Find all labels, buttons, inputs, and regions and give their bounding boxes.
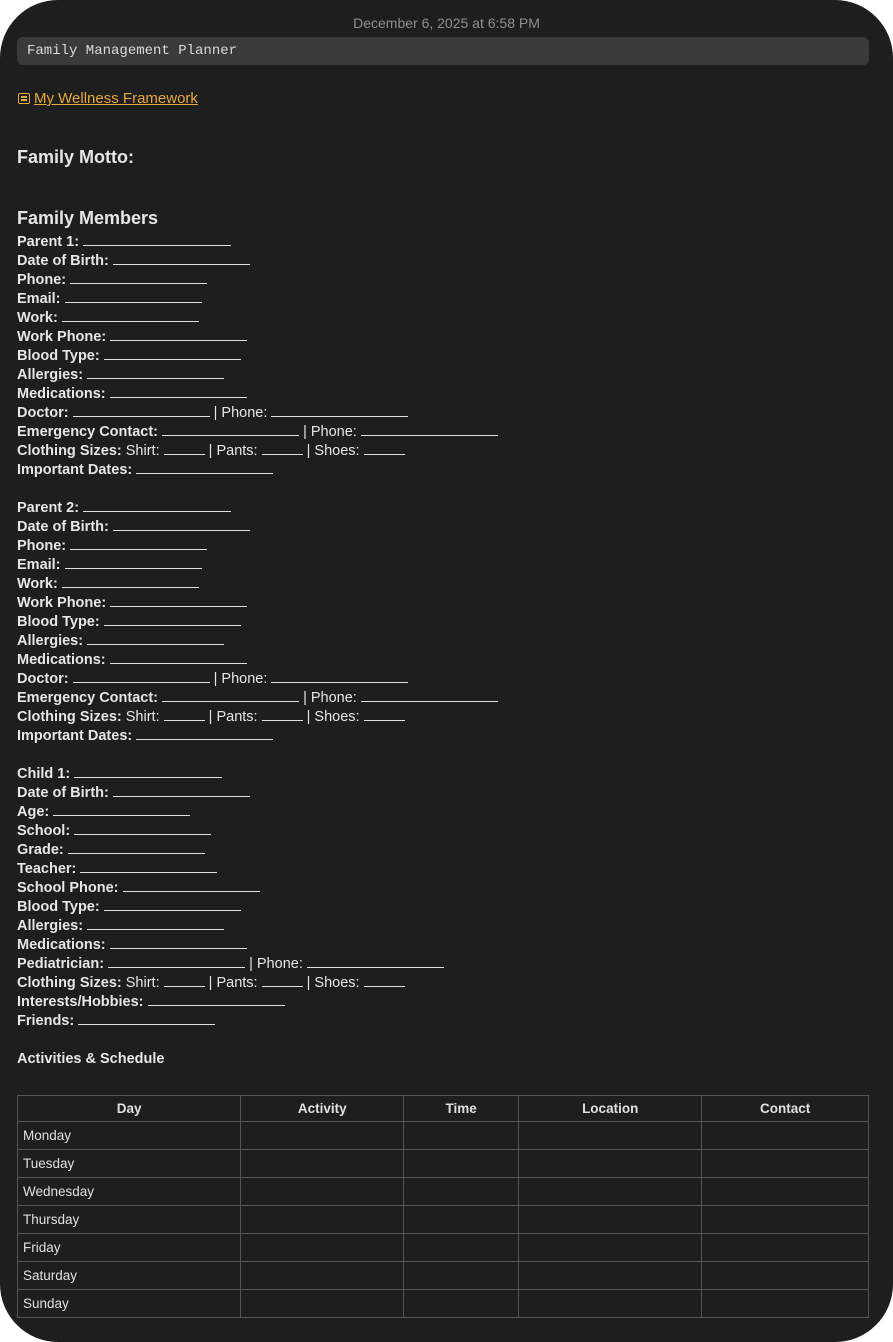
parent-1-section xyxy=(17,233,498,480)
blank-line[interactable] xyxy=(262,708,303,721)
blank-line[interactable] xyxy=(83,233,231,246)
activity-cell[interactable] xyxy=(241,1206,404,1234)
child-1-name-row[interactable]: Child 1: xyxy=(17,765,444,784)
child-1-grade-row[interactable]: Grade: xyxy=(17,841,444,860)
location-cell[interactable] xyxy=(519,1150,702,1178)
blank-line[interactable] xyxy=(87,917,224,930)
child-1-teacher-row[interactable]: Teacher: xyxy=(17,860,444,879)
contact-cell[interactable] xyxy=(702,1206,869,1234)
blank-line[interactable] xyxy=(136,727,273,740)
activity-cell[interactable] xyxy=(241,1290,404,1318)
blank-line[interactable] xyxy=(80,860,217,873)
location-cell[interactable] xyxy=(519,1122,702,1150)
parent-1-work-phone-row[interactable]: Work Phone: xyxy=(17,328,498,347)
day-cell[interactable]: Monday xyxy=(18,1122,241,1150)
parent-1-allergies-row[interactable]: Allergies: xyxy=(17,366,498,385)
column-header-contact: Contact xyxy=(702,1096,869,1122)
column-header-activity: Activity xyxy=(241,1096,404,1122)
blank-line[interactable] xyxy=(164,974,205,987)
blank-line[interactable] xyxy=(87,366,224,379)
time-cell[interactable] xyxy=(404,1150,519,1178)
schedule-header-row xyxy=(18,1096,869,1122)
activity-cell[interactable] xyxy=(241,1178,404,1206)
blank-line[interactable] xyxy=(83,499,231,512)
blank-line[interactable] xyxy=(364,974,405,987)
parent-2-clothing-row[interactable]: Clothing Sizes: Shirt: | Pants: | Shoes: xyxy=(17,708,498,727)
parent-2-work-row[interactable]: Work: xyxy=(17,575,498,594)
table-row xyxy=(18,1234,869,1262)
activity-cell[interactable] xyxy=(241,1122,404,1150)
family-members-heading: Family Members xyxy=(17,208,159,228)
table-row xyxy=(18,1178,869,1206)
blank-line[interactable] xyxy=(73,404,210,417)
child-1-age-row[interactable]: Age: xyxy=(17,803,444,822)
child-1-dob-row[interactable]: Date of Birth: xyxy=(17,784,444,803)
parent-1-dob-row[interactable]: Date of Birth: xyxy=(17,252,498,271)
activity-cell[interactable] xyxy=(241,1150,404,1178)
blank-line[interactable] xyxy=(262,974,303,987)
parent-1-email-row[interactable]: Email: xyxy=(17,290,498,309)
parent-2-allergies-row[interactable]: Allergies: xyxy=(17,632,498,651)
day-cell[interactable]: Saturday xyxy=(18,1262,241,1290)
child-1-section xyxy=(17,765,444,1031)
child-1-friends-row[interactable]: Friends: xyxy=(17,1012,444,1031)
contact-cell[interactable] xyxy=(702,1290,869,1318)
blank-line[interactable] xyxy=(361,423,498,436)
parent-2-emergency-row[interactable]: Emergency Contact: | Phone: xyxy=(17,689,498,708)
blank-line[interactable] xyxy=(164,708,205,721)
activity-cell[interactable] xyxy=(241,1234,404,1262)
blank-line[interactable] xyxy=(74,765,222,778)
activities-heading: Activities & Schedule xyxy=(17,1051,165,1067)
parent-2-medications-row[interactable]: Medications: xyxy=(17,651,498,670)
blank-line[interactable] xyxy=(104,613,241,626)
blank-line[interactable] xyxy=(74,822,211,835)
blank-line[interactable] xyxy=(70,271,207,284)
note-link-icon xyxy=(18,93,30,104)
child-1-clothing-row[interactable]: Clothing Sizes: Shirt: | Pants: | Shoes: xyxy=(17,974,444,993)
blank-line[interactable] xyxy=(68,841,205,854)
blank-line[interactable] xyxy=(113,784,250,797)
note-title-block[interactable] xyxy=(17,37,869,65)
parent-1-clothing-row[interactable]: Clothing Sizes: Shirt: | Pants: | Shoes: xyxy=(17,442,498,461)
child-1-school-phone-row[interactable]: School Phone: xyxy=(17,879,444,898)
blank-line[interactable] xyxy=(70,537,207,550)
blank-line[interactable] xyxy=(361,689,498,702)
parent-1-name-row[interactable]: Parent 1: xyxy=(17,233,498,252)
contact-cell[interactable] xyxy=(702,1122,869,1150)
time-cell[interactable] xyxy=(404,1234,519,1262)
parent-2-phone-row[interactable]: Phone: xyxy=(17,537,498,556)
blank-line[interactable] xyxy=(110,936,247,949)
blank-line[interactable] xyxy=(104,347,241,360)
column-header-time: Time xyxy=(404,1096,519,1122)
parent-1-phone-row[interactable]: Phone: xyxy=(17,271,498,290)
blank-line[interactable] xyxy=(113,252,250,265)
table-row xyxy=(18,1206,869,1234)
table-row xyxy=(18,1150,869,1178)
parent-2-section xyxy=(17,499,498,746)
blank-line[interactable] xyxy=(62,309,199,322)
parent-2-dates-row[interactable]: Important Dates: xyxy=(17,727,498,746)
blank-line[interactable] xyxy=(271,670,408,683)
location-cell[interactable] xyxy=(519,1262,702,1290)
blank-line[interactable] xyxy=(65,290,202,303)
blank-line[interactable] xyxy=(87,632,224,645)
contact-cell[interactable] xyxy=(702,1234,869,1262)
wellness-framework-link-label[interactable]: My Wellness Framework xyxy=(34,90,198,107)
time-cell[interactable] xyxy=(404,1262,519,1290)
table-row xyxy=(18,1122,869,1150)
parent-2-work-phone-row[interactable]: Work Phone: xyxy=(17,594,498,613)
blank-line[interactable] xyxy=(65,556,202,569)
column-header-location: Location xyxy=(519,1096,702,1122)
blank-line[interactable] xyxy=(364,442,405,455)
blank-line[interactable] xyxy=(307,955,444,968)
parent-2-dob-row[interactable]: Date of Birth: xyxy=(17,518,498,537)
child-1-allergies-row[interactable]: Allergies: xyxy=(17,917,444,936)
parent-1-blood-type-row[interactable]: Blood Type: xyxy=(17,347,498,366)
child-1-school-row[interactable]: School: xyxy=(17,822,444,841)
day-cell[interactable]: Sunday xyxy=(18,1290,241,1318)
parent-1-emergency-row[interactable]: Emergency Contact: | Phone: xyxy=(17,423,498,442)
contact-cell[interactable] xyxy=(702,1262,869,1290)
blank-line[interactable] xyxy=(262,442,303,455)
time-cell[interactable] xyxy=(404,1290,519,1318)
day-cell[interactable]: Wednesday xyxy=(18,1178,241,1206)
schedule-table xyxy=(17,1095,869,1318)
location-cell[interactable] xyxy=(519,1290,702,1318)
parent-1-work-row[interactable]: Work: xyxy=(17,309,498,328)
column-header-day: Day xyxy=(18,1096,241,1122)
blank-line[interactable] xyxy=(73,670,210,683)
blank-line[interactable] xyxy=(271,404,408,417)
day-cell[interactable]: Friday xyxy=(18,1234,241,1262)
parent-2-email-row[interactable]: Email: xyxy=(17,556,498,575)
blank-line[interactable] xyxy=(110,594,247,607)
note-timestamp: December 6, 2025 at 6:58 PM xyxy=(353,15,540,31)
blank-line[interactable] xyxy=(162,689,299,702)
blank-line[interactable] xyxy=(136,461,273,474)
parent-2-name-row[interactable]: Parent 2: xyxy=(17,499,498,518)
parent-1-medications-row[interactable]: Medications: xyxy=(17,385,498,404)
blank-line[interactable] xyxy=(123,879,260,892)
blank-line[interactable] xyxy=(162,423,299,436)
child-1-blood-type-row[interactable]: Blood Type: xyxy=(17,898,444,917)
child-1-interests-row[interactable]: Interests/Hobbies: xyxy=(17,993,444,1012)
time-cell[interactable] xyxy=(404,1122,519,1150)
note-title[interactable]: Family Management Planner xyxy=(27,43,238,59)
location-cell[interactable] xyxy=(519,1178,702,1206)
blank-line[interactable] xyxy=(148,993,285,1006)
contact-cell[interactable] xyxy=(702,1150,869,1178)
parent-1-doctor-row[interactable]: Doctor: | Phone: xyxy=(17,404,498,423)
blank-line[interactable] xyxy=(113,518,250,531)
contact-cell[interactable] xyxy=(702,1178,869,1206)
time-cell[interactable] xyxy=(404,1178,519,1206)
parent-1-dates-row[interactable]: Important Dates: xyxy=(17,461,498,480)
blank-line[interactable] xyxy=(108,955,245,968)
activity-cell[interactable] xyxy=(241,1262,404,1290)
blank-line[interactable] xyxy=(364,708,405,721)
parent-2-doctor-row[interactable]: Doctor: | Phone: xyxy=(17,670,498,689)
wellness-framework-link[interactable] xyxy=(18,90,198,107)
day-cell[interactable]: Tuesday xyxy=(18,1150,241,1178)
location-cell[interactable] xyxy=(519,1206,702,1234)
time-cell[interactable] xyxy=(404,1206,519,1234)
blank-line[interactable] xyxy=(164,442,205,455)
child-1-pediatrician-row[interactable]: Pediatrician: | Phone: xyxy=(17,955,444,974)
location-cell[interactable] xyxy=(519,1234,702,1262)
family-motto-heading: Family Motto: xyxy=(17,147,134,167)
blank-line[interactable] xyxy=(110,328,247,341)
blank-line[interactable] xyxy=(78,1012,215,1025)
parent-2-blood-type-row[interactable]: Blood Type: xyxy=(17,613,498,632)
blank-line[interactable] xyxy=(110,385,247,398)
day-cell[interactable]: Thursday xyxy=(18,1206,241,1234)
blank-line[interactable] xyxy=(110,651,247,664)
blank-line[interactable] xyxy=(104,898,241,911)
table-row xyxy=(18,1290,869,1318)
table-row xyxy=(18,1262,869,1290)
blank-line[interactable] xyxy=(62,575,199,588)
blank-line[interactable] xyxy=(53,803,190,816)
child-1-medications-row[interactable]: Medications: xyxy=(17,936,444,955)
